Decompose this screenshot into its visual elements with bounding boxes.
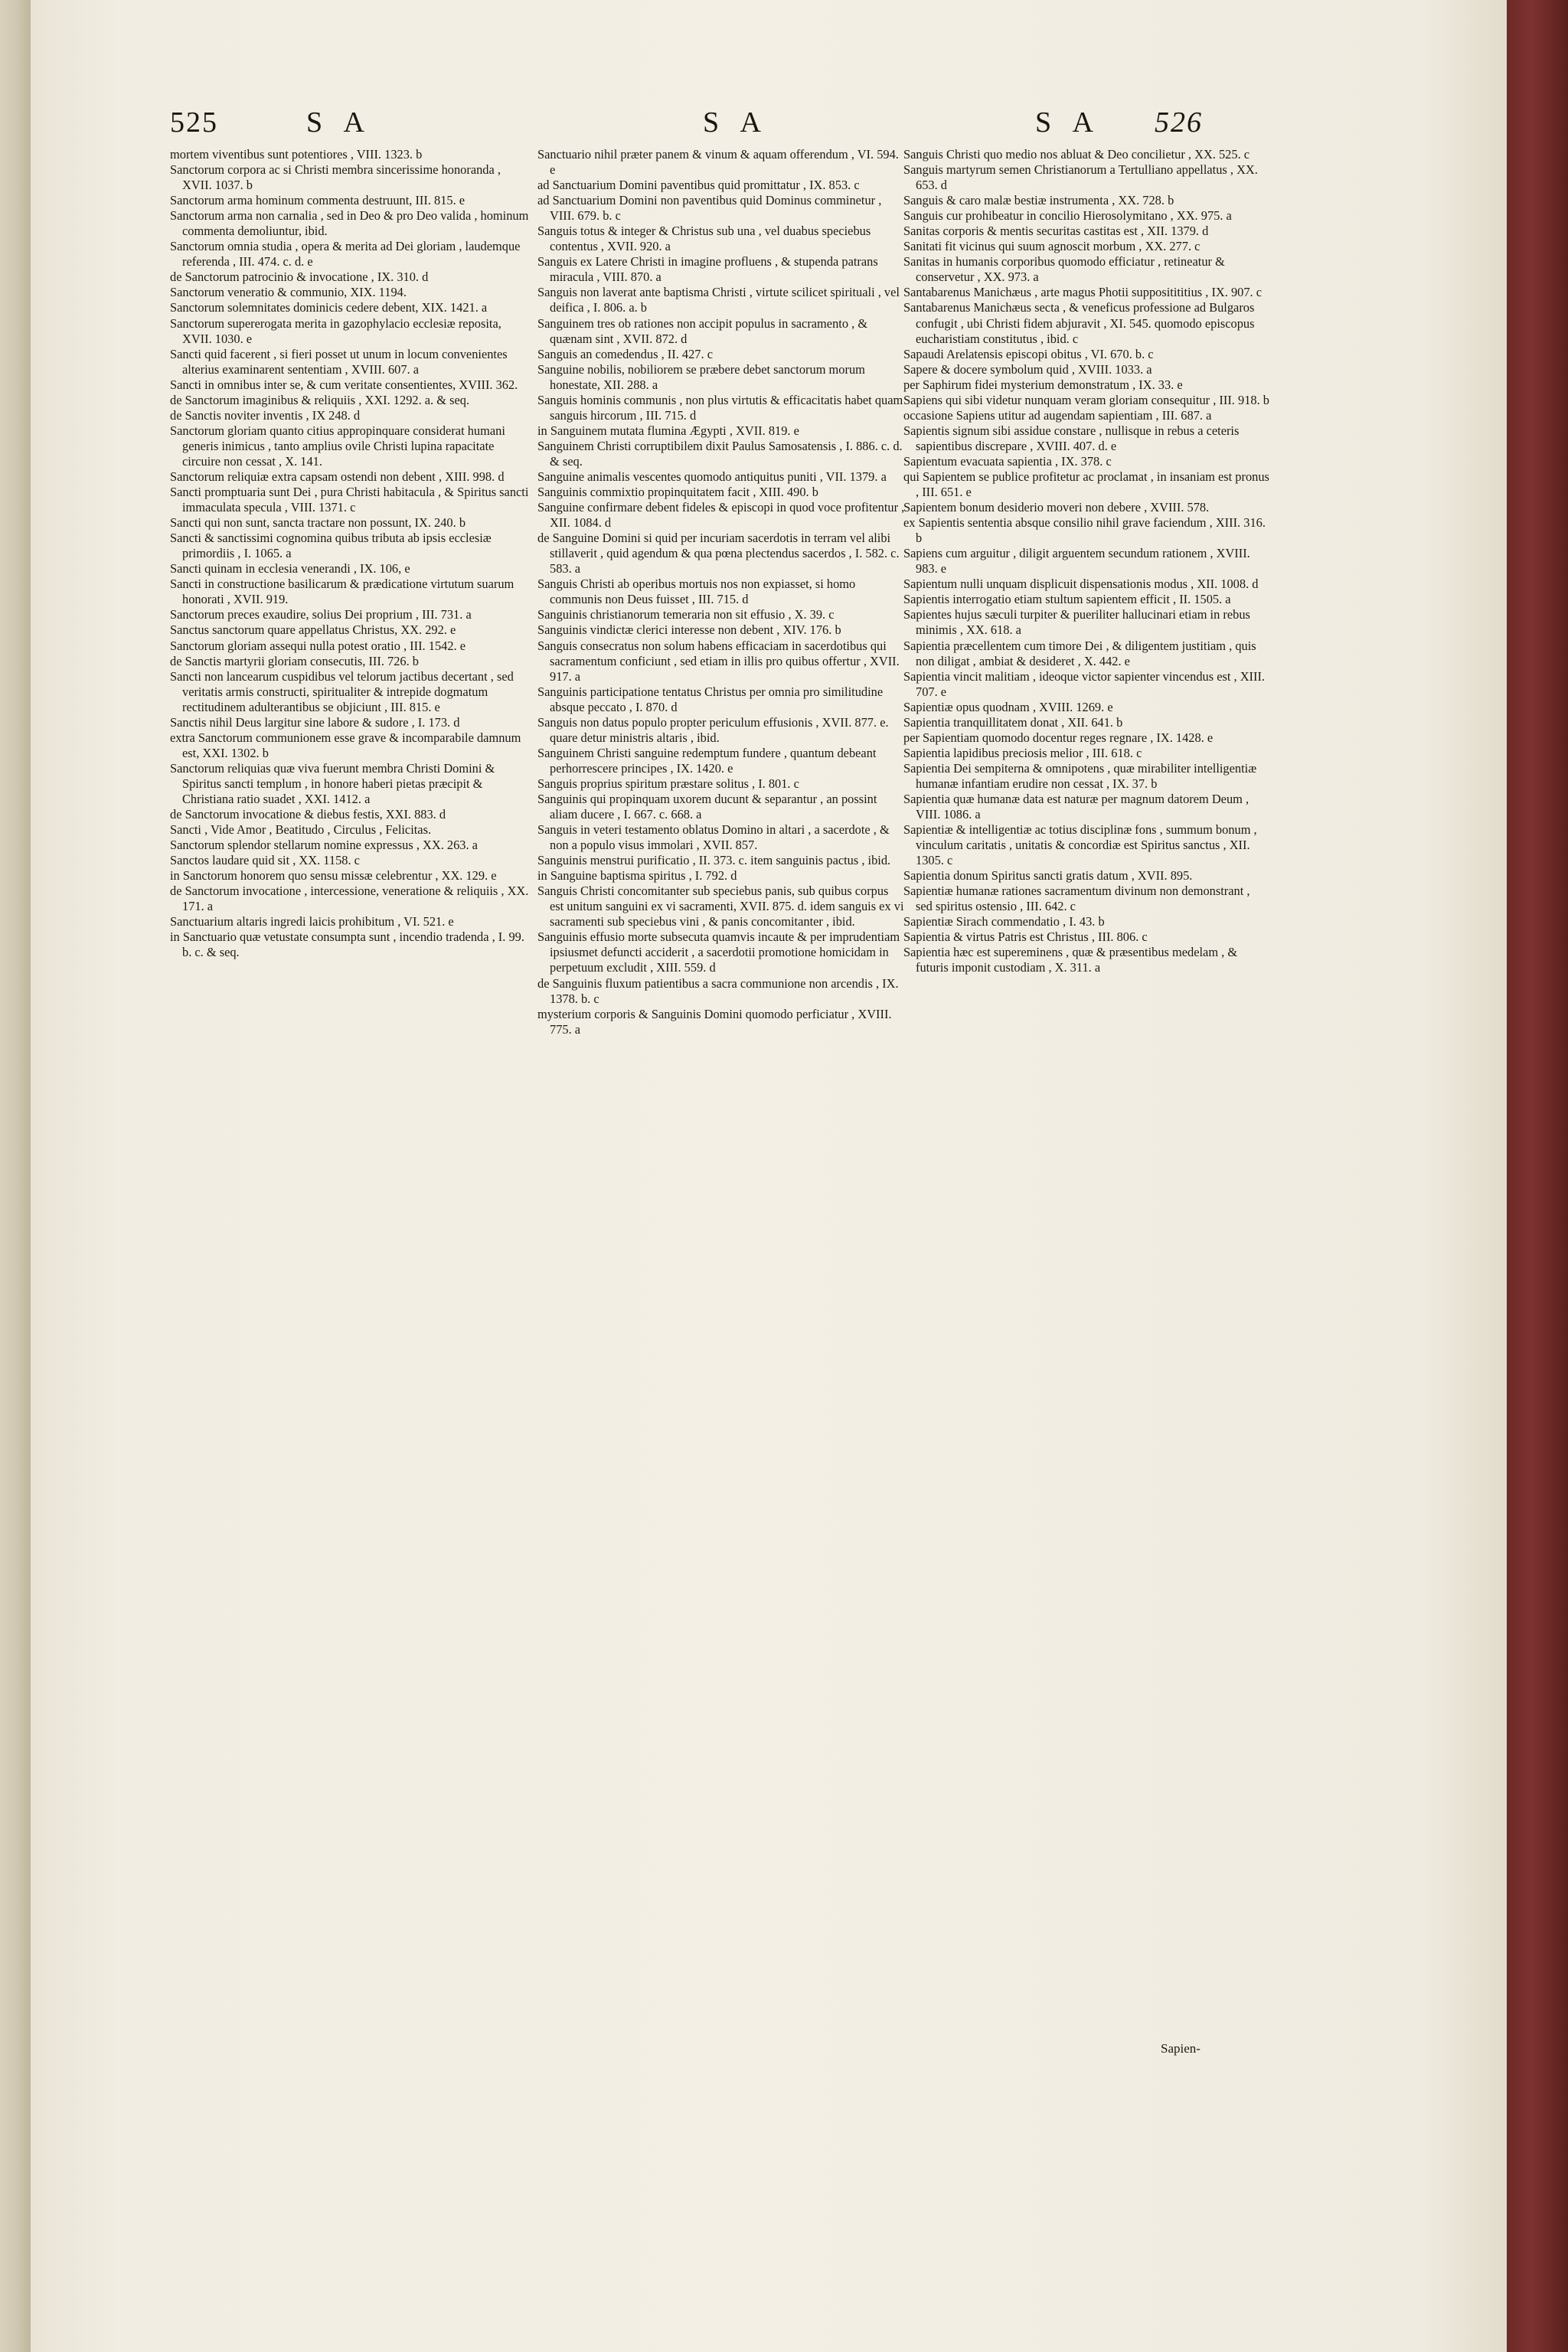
index-entry: Sancti & sanctissimi cognomina quibus tributa ab ipsis ecclesiæ primordiis , I. 1065. a <box>170 531 492 561</box>
index-entry: Sanguine nobilis, nobiliorem se præbere debet sanctorum morum honestate, XII. 288. a <box>537 361 865 392</box>
index-column-right <box>903 147 1269 976</box>
index-entry: ex Sapientis sententia absque consilio nihil grave faciendum , XIII. 316. b <box>903 515 1266 546</box>
index-entry: Sancti quinam in ecclesia venerandi , IX. 106, e <box>170 561 410 577</box>
index-entry: Sapere & docere symbolum quid , XVIII. 1033. a <box>903 361 1152 377</box>
book-gutter-left <box>0 0 31 2352</box>
index-entry: Sanguis martyrum semen Christianorum a Tertulliano appellatus , XX. 653. d <box>903 162 1258 193</box>
index-entry: Sanctorum arma hominum commenta destruunt, III. 815. e <box>170 193 466 208</box>
index-entry: Sanctorum reliquiæ extra capsam ostendi non debent , XIII. 998. d <box>170 469 505 484</box>
index-entry: Sancti in constructione basilicarum & prædicatione virtutum suarum honorati , XVII. 919. <box>170 577 514 607</box>
index-entry: occasione Sapiens utitur ad augendam sapientiam , III. 687. a <box>903 407 1212 423</box>
index-column-middle <box>537 147 905 1037</box>
index-entry: Sanguis consecratus non solum habens efficaciam in sacerdotibus qui sacramentum conficiunt , sed etiam in illis pro quibus offertur , XVII. 917. a <box>537 638 900 684</box>
index-entry: Sanguis Christi quo medio nos abluat & Deo concilietur , XX. 525. c <box>903 147 1250 162</box>
index-entry: in Sanctuario quæ vetustate consumpta sunt , incendio tradenda , I. 99. b. c. & seq. <box>170 929 524 960</box>
index-entry: mysterium corporis & Sanguinis Domini quomodo perficiatur , XVIII. 775. a <box>537 1006 892 1037</box>
index-entry: Sapientia tranquillitatem donat , XII. 641. b <box>903 714 1123 730</box>
index-entry: Sapientia præcellentem cum timore Dei , & diligentem justitiam , quis non diligat , ambiat & desideret , X. 442. e <box>903 638 1256 668</box>
index-entry: Sanguis cur prohibeatur in concilio Hierosolymitano , XX. 975. a <box>903 208 1232 224</box>
index-entry: Sanguinem tres ob rationes non accipit populus in sacramento , & quænam sint , XVII. 872. d <box>537 315 868 346</box>
index-entry: Sanguis Christi ab operibus mortuis nos non expiasset, si homo communis non Deus fuisset , III. 715. d <box>537 577 856 607</box>
index-entry: Sapaudi Arelatensis episcopi obitus , VI. 670. b. c <box>903 346 1154 361</box>
index-entry: Sapientiæ & intelligentiæ ac totius disciplinæ fons , summum bonum , vinculum caritatis , unitatis & concordiæ est Spiritus sanctus , XII. 1305. c <box>903 822 1257 868</box>
index-entry: Sapientis signum sibi assidue constare , nullisque in rebus a ceteris sapientibus discrepare , XVIII. 407. d. e <box>903 423 1240 453</box>
index-entry: Sanguis non laverat ante baptisma Christi , virtute scilicet spirituali , vel deifica , I. 806. a. b <box>537 285 900 315</box>
index-entry: Sanctuario nihil præter panem & vinum & aquam offerendum , VI. 594. e <box>537 147 899 178</box>
index-entry: per Saphirum fidei mysterium demonstratum , IX. 33. e <box>903 377 1183 392</box>
index-entry: Sanctorum supererogata merita in gazophylacio ecclesiæ reposita, XVII. 1030. e <box>170 315 501 346</box>
index-entry: Sanctorum arma non carnalia , sed in Deo & pro Deo valida , hominum commenta demoliuntur, ibid. <box>170 208 529 239</box>
index-entry: Sanguinis menstrui purificatio , II. 373. c. item sanguinis pactus , ibid. <box>537 853 891 868</box>
index-entry: de Sanctorum patrocinio & invocatione , IX. 310. d <box>170 270 429 285</box>
index-entry: Sanguis hominis communis , non plus virtutis & efficacitatis habet quam sanguis hircorum , III. 715. d <box>537 392 903 423</box>
index-entry: Sanctorum splendor stellarum nomine expressus , XX. 263. a <box>170 838 478 853</box>
left-running-head: S A <box>306 106 372 139</box>
index-entry: Sapiens cum arguitur , diligit arguentem secundum rationem , XVIII. 983. e <box>903 546 1250 577</box>
index-entry: Sapiens qui sibi videtur nunquam veram gloriam consequitur , III. 918. b <box>903 392 1269 407</box>
book-cover-edge <box>1507 0 1568 2352</box>
index-entry: Sapientes hujus sæculi turpiter & pueriliter hallucinari etiam in rebus minimis , XX. 618. a <box>903 607 1250 638</box>
index-entry: Sanctos laudare quid sit , XX. 1158. c <box>170 853 360 868</box>
index-entry: Sapientum nulli unquam displicuit dispensationis modus , XII. 1008. d <box>903 577 1259 592</box>
index-entry: ad Sanctuarium Domini paventibus quid promittatur , IX. 853. c <box>537 178 860 193</box>
index-column-left <box>170 147 530 960</box>
index-entry: Sapientia hæc est supereminens , quæ & præsentibus medelam , & futuris imponit custodiam , X. 311. a <box>903 945 1238 975</box>
index-entry: Sanguinis effusio morte subsecuta quamvis incaute & per imprudentiam ipsiusmet defuncti acciderit , a sacerdotii promotione homicidam in perpetuum excludit , XIII. 559. d <box>537 929 900 975</box>
index-entry: de Sanctis noviter inventis , IX 248. d <box>170 407 361 423</box>
index-entry: Sanguis & caro malæ bestiæ instrumenta , XX. 728. b <box>903 193 1174 208</box>
index-entry: Sapientia quæ humanæ data est naturæ per magnum datorem Deum , VIII. 1086. a <box>903 791 1250 822</box>
index-entry: Sanitas in humanis corporibus quomodo efficiatur , retineatur & conservetur , XX. 973. a <box>903 254 1225 285</box>
index-entry: Sanctorum veneratio & communio, XIX. 1194. <box>170 285 407 300</box>
index-entry: Santabarenus Manichæus secta , & veneficus professione ad Bulgaros confugit , ubi Christi fidem abjuravit , XI. 545. quomodo episcopus eucharistiam constitutus , ibid. c <box>903 300 1255 346</box>
index-entry: Sapientia vincit malitiam , ideoque victor sapienter vincendus est , XIII. 707. e <box>903 668 1266 699</box>
index-entry: Santabarenus Manichæus , arte magus Photii suppositititius , IX. 907. c <box>903 285 1262 300</box>
index-entry: extra Sanctorum communionem esse grave & incomparabile damnum est, XXI. 1302. b <box>170 730 521 760</box>
right-running-head: S A <box>1035 106 1101 139</box>
index-entry: Sanguinis commixtio propinquitatem facit , XIII. 490. b <box>537 485 818 500</box>
index-entry: Sanguine confirmare debent fideles & episcopi in quod voce profitentur , XII. 1084. d <box>537 500 905 531</box>
index-entry: mortem viventibus sunt potentiores , VIII. 1323. b <box>170 147 423 162</box>
catchword: Sapien- <box>1161 2041 1200 2056</box>
index-entry: per Sapientiam quomodo docentur reges regnare , IX. 1428. e <box>903 730 1214 745</box>
index-entry: qui Sapientem se publice profitetur ac proclamat , in insaniam est pronus , III. 651. e <box>903 469 1269 500</box>
index-entry: Sanguine animalis vescentes quomodo antiquitus puniti , VII. 1379. a <box>537 469 887 484</box>
index-entry: Sanguis totus & integer & Christus sub una , vel duabus speciebus contentus , XVII. 920. a <box>537 224 871 254</box>
index-entry: Sanguinis participatione tentatus Christus per omnia pro similitudine absque peccato , I. 870. d <box>537 684 884 714</box>
index-entry: Sapientis interrogatio etiam stultum sapientem efficit , II. 1505. a <box>903 592 1231 607</box>
index-entry: Sanguis Christi concomitanter sub speciebus panis, sub quibus corpus est unitum sanguini ex vi sacramenti, XVII. 875. d. idem sanguis ex vi sacramenti sub speciebus vini , & panis concomitanter , ibid. <box>537 884 904 929</box>
index-entry: Sanitas corporis & mentis securitas castitas est , XII. 1379. d <box>903 224 1209 239</box>
page-header <box>31 106 1507 152</box>
index-entry: Sapientia & virtus Patris est Christus , III. 806. c <box>903 929 1148 945</box>
left-page-number: 525 <box>170 106 218 139</box>
index-entry: Sapientem bonum desiderio moveri non debere , XVIII. 578. <box>903 500 1210 515</box>
index-entry: Sancti promptuaria sunt Dei , pura Christi habitacula , & Spiritus sancti immaculata specula , VIII. 1371. c <box>170 485 529 515</box>
index-entry: Sapientum evacuata sapientia , IX. 378. c <box>903 453 1112 469</box>
index-entry: Sapientia lapidibus preciosis melior , III. 618. c <box>903 745 1142 760</box>
index-entry: Sapientiæ humanæ rationes sacramentum divinum non demonstrant , sed spiritus ostensio , III. 642. c <box>903 884 1250 914</box>
index-entry: Sapientiæ Sirach commendatio , I. 43. b <box>903 914 1105 929</box>
index-entry: Sanctorum corpora ac si Christi membra sincerissime honoranda , XVII. 1037. b <box>170 162 501 193</box>
index-entry: de Sanctorum invocatione , intercessione, veneratione & reliquiis , XX. 171. a <box>170 884 529 914</box>
index-entry: Sanctorum gloriam quanto citius appropinquare considerat humani generis inimicus , tanto amplius ovile Christi lupina rapacitate circuire non cessat , X. 141. <box>170 423 505 469</box>
index-entry: Sanitati fit vicinus qui suum agnoscit morbum , XX. 277. c <box>903 239 1200 254</box>
index-entry: Sancti non lancearum cuspidibus vel telorum jactibus decertant , sed veritatis armis constructi, spiritualiter & intrepide dogmatum rectitudinem adulterantibus se objiciunt , III. 815. e <box>170 668 514 714</box>
index-entry: Sanguinis vindictæ clerici interesse non debent , XIV. 176. b <box>537 622 841 638</box>
index-entry: Sanguis non datus populo propter periculum effusionis , XVII. 877. e. quare detur ministris altaris , ibid. <box>537 714 889 745</box>
index-entry: Sanguinem Christi corruptibilem dixit Paulus Samosatensis , I. 886. c. d. & seq. <box>537 438 903 469</box>
index-entry: Sapientiæ opus quodnam , XVIII. 1269. e <box>903 699 1113 714</box>
index-entry: Sanguis ex Latere Christi in imagine profluens , & stupenda patrans miracula , VIII. 870. a <box>537 254 878 285</box>
index-entry: Sanctorum solemnitates dominicis cedere debent, XIX. 1421. a <box>170 300 488 315</box>
index-entry: Sancti in omnibus inter se, & cum veritate consentientes, XVIII. 362. <box>170 377 518 392</box>
index-entry: de Sanctorum imaginibus & reliquiis , XXI. 1292. a. & seq. <box>170 392 470 407</box>
index-entry: in Sanctorum honorem quo sensu missæ celebrentur , XX. 129. e <box>170 868 497 884</box>
index-entry: Sanctorum reliquias quæ viva fuerunt membra Christi Domini & Spiritus sancti templum , in honore haberi pietas præcipit & Christiana ratio suadet , XXI. 1412. a <box>170 760 495 806</box>
index-entry: de Sanctorum invocatione & diebus festis, XXI. 883. d <box>170 807 446 822</box>
index-entry: in Sanguine baptisma spiritus , I. 792. d <box>537 868 737 884</box>
index-entry: Sancti quid facerent , si fieri posset ut unum in locum convenientes alterius examinarent sententiam , XVIII. 607. a <box>170 346 508 377</box>
index-entry: Sanctuarium altaris ingredi laicis prohibitum , VI. 521. e <box>170 914 454 929</box>
index-entry: Sanguinis christianorum temeraria non sit effusio , X. 39. c <box>537 607 835 622</box>
index-entry: ad Sanctuarium Domini non paventibus quid Dominus comminetur , VIII. 679. b. c <box>537 193 882 224</box>
index-entry: in Sanguinem mutata flumina Ægypti , XVII. 819. e <box>537 423 799 438</box>
index-entry: Sanctis nihil Deus largitur sine labore & sudore , I. 173. d <box>170 714 460 730</box>
index-entry: Sanguis in veteri testamento oblatus Domino in altari , a sacerdote , & non a populo visus immolari , XVII. 857. <box>537 822 890 853</box>
index-entry: Sanctorum omnia studia , opera & merita ad Dei gloriam , laudemque referenda , III. 474. c. d. e <box>170 239 521 270</box>
index-entry: Sancti qui non sunt, sancta tractare non possunt, IX. 240. b <box>170 515 466 531</box>
index-entry: Sanctorum preces exaudire, solius Dei proprium , III. 731. a <box>170 607 472 622</box>
index-entry: de Sanguine Domini si quid per incuriam sacerdotis in terram vel alibi stillaverit , quid agendum & qua pœna plectendus sacerdos , I. 582. c. 583. a <box>537 531 900 577</box>
index-entry: Sanctus sanctorum quare appellatus Christus, XX. 292. e <box>170 622 456 638</box>
index-entry: Sanctorum gloriam assequi nulla potest oratio , III. 1542. e <box>170 638 466 653</box>
book-page <box>31 0 1507 2352</box>
index-entry: Sanguinem Christi sanguine redemptum fundere , quantum debeant perhorrescere principes , IX. 1420. e <box>537 745 877 776</box>
index-entry: Sanguis proprius spiritum præstare solitus , I. 801. c <box>537 776 799 791</box>
index-entry: Sanguis an comedendus , II. 427. c <box>537 346 713 361</box>
index-entry: Sapientia donum Spiritus sancti gratis datum , XVII. 895. <box>903 868 1193 884</box>
index-entry: de Sanctis martyrii gloriam consecutis, III. 726. b <box>170 653 420 668</box>
index-entry: Sancti , Vide Amor , Beatitudo , Circulus , Felicitas. <box>170 822 432 838</box>
index-entry: de Sanguinis fluxum patientibus a sacra communione non arcendis , IX. 1378. b. c <box>537 975 899 1006</box>
middle-running-head: S A <box>703 106 769 139</box>
right-page-number: 526 <box>1155 106 1203 139</box>
index-entry: Sapientia Dei sempiterna & omnipotens , quæ mirabiliter intelligentiæ humanæ infantiam erudire non cessat , IX. 37. b <box>903 760 1257 791</box>
index-entry: Sanguinis qui propinquam uxorem ducunt & separantur , an possint aliam ducere , I. 667. c. 668. a <box>537 791 877 822</box>
